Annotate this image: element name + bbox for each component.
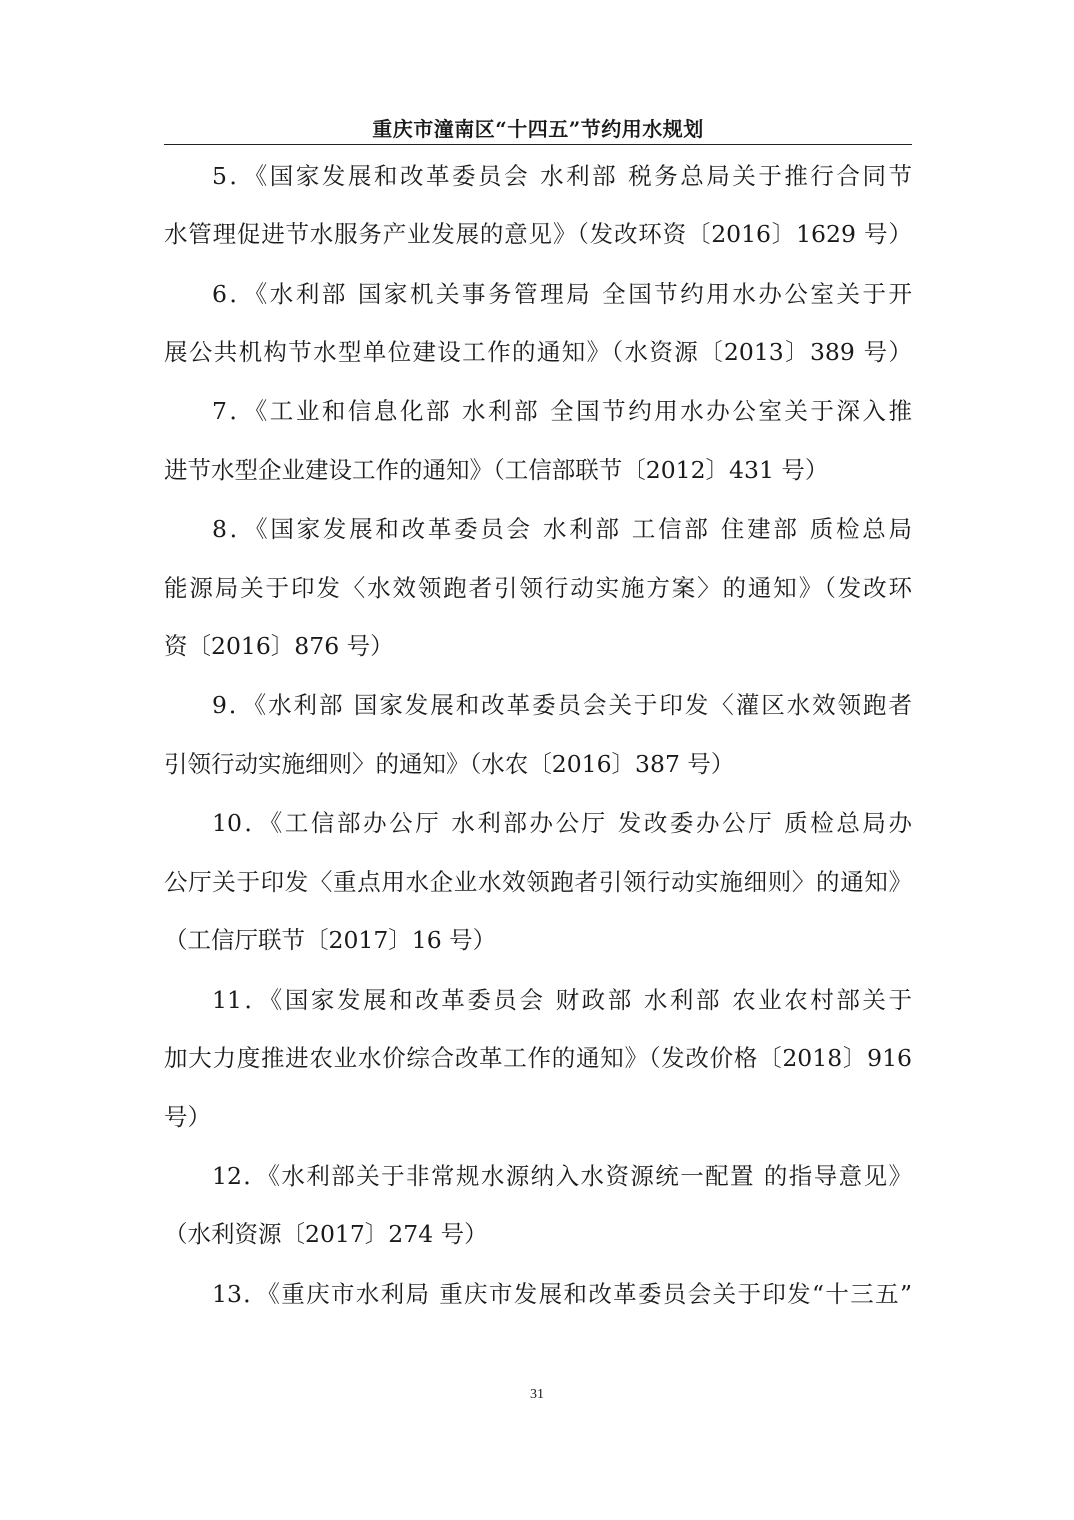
paragraph-10-line-2: 公厅关于印发〈重点用水企业水效领跑者引领行动实施细则〉的通知》 bbox=[164, 868, 912, 896]
header-divider bbox=[164, 144, 912, 145]
paragraph-6-line-2: 展公共机构节水型单位建设工作的通知》（水资源〔2013〕389 号） bbox=[164, 338, 912, 366]
paragraph-9-line-1: 9．《水利部 国家发展和改革委员会关于印发〈灌区水效领跑者 bbox=[212, 691, 912, 719]
paragraph-8-line-2: 能源局关于印发〈水效领跑者引领行动实施方案〉的通知》（发改环 bbox=[164, 574, 912, 602]
paragraph-7-line-2: 进节水型企业建设工作的通知》（工信部联节〔2012〕431 号） bbox=[164, 456, 829, 484]
paragraph-7-line-1: 7．《工业和信息化部 水利部 全国节约用水办公室关于深入推 bbox=[212, 397, 912, 425]
paragraph-6-line-1: 6．《水利部 国家机关事务管理局 全国节约用水办公室关于开 bbox=[212, 280, 912, 308]
page-header-title: 重庆市潼南区“十四五”节约用水规划 bbox=[372, 117, 704, 141]
paragraph-12-line-1: 12．《水利部关于非常规水源纳入水资源统一配置 的指导意见》 bbox=[212, 1162, 912, 1190]
paragraph-5-line-2: 水管理促进节水服务产业发展的意见》（发改环资〔2016〕1629 号） bbox=[164, 220, 912, 248]
paragraph-9-line-2: 引领行动实施细则〉的通知》（水农〔2016〕387 号） bbox=[164, 750, 735, 778]
paragraph-10-line-3: （工信厅联节〔2017〕16 号） bbox=[164, 926, 497, 954]
paragraph-11-line-1: 11．《国家发展和改革委员会 财政部 水利部 农业农村部关于 bbox=[212, 986, 912, 1014]
paragraph-8-line-3: 资〔2016〕876 号） bbox=[164, 632, 394, 660]
paragraph-13-line-1: 13．《重庆市水利局 重庆市发展和改革委员会关于印发“十三五” bbox=[212, 1280, 912, 1308]
paragraph-12-line-2: （水利资源〔2017〕274 号） bbox=[164, 1220, 488, 1248]
page-number: 31 bbox=[530, 1387, 544, 1402]
paragraph-11-line-3: 号） bbox=[164, 1103, 211, 1131]
paragraph-11-line-2: 加大力度推进农业水价综合改革工作的通知》（发改价格〔2018〕916 bbox=[164, 1044, 912, 1072]
paragraph-8-line-1: 8．《国家发展和改革委员会 水利部 工信部 住建部 质检总局 bbox=[212, 515, 912, 543]
paragraph-5-line-1: 5．《国家发展和改革委员会 水利部 税务总局关于推行合同节 bbox=[212, 162, 912, 190]
paragraph-10-line-1: 10．《工信部办公厅 水利部办公厅 发改委办公厅 质检总局办 bbox=[212, 809, 912, 837]
